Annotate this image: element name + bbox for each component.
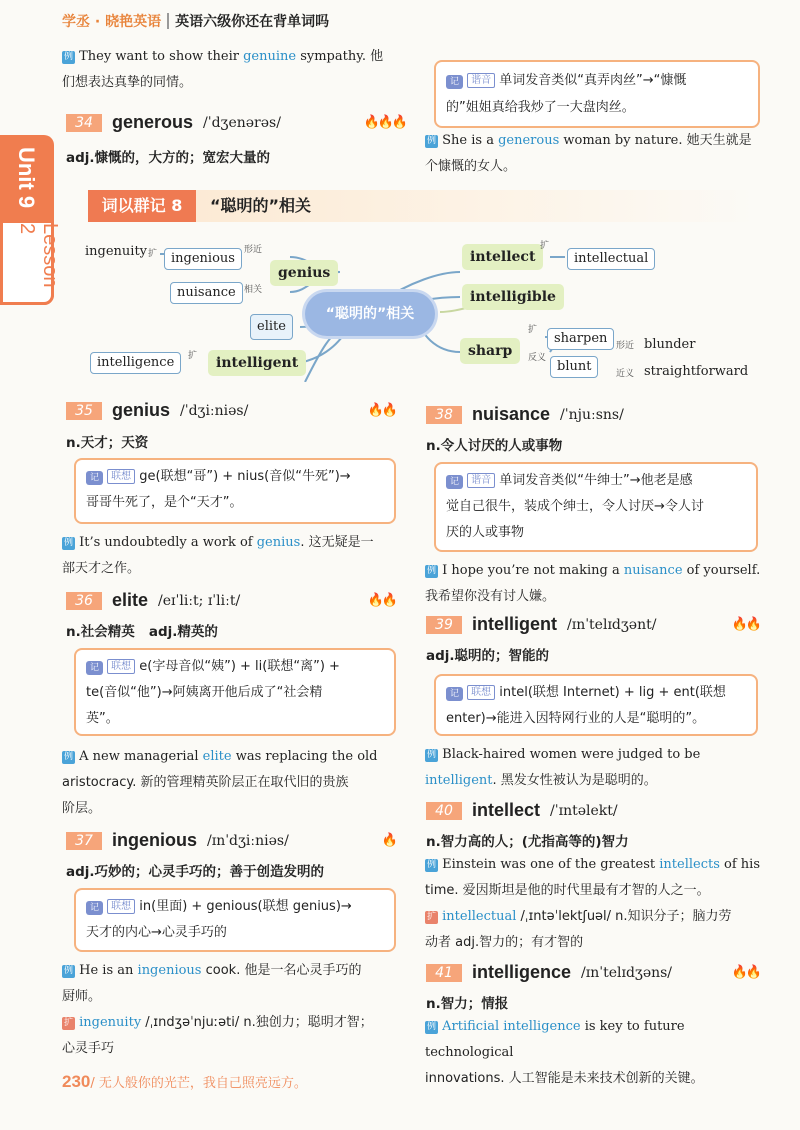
genius-example: 例 It’s undoubtedly a work of genius. 这无疑是一 部天才之作。 [62, 535, 374, 576]
entry-intellect-header: 40 intellect /ˈɪntəlekt/ [426, 800, 760, 821]
page-number: 230 [62, 1072, 91, 1091]
node-blunt: blunt [550, 356, 598, 378]
entry-ingenious-header: 37 ingenious /ɪnˈdʒiːniəs/ 🔥 [66, 830, 396, 851]
intellectual-derivative: 扩 intellectual /ˌɪntəˈlektʃuəl/ n.知识分子；脑力劳 动者 adj.智力的；有才智的 [425, 909, 732, 950]
headword: intelligent [472, 614, 557, 634]
ingenious-memory-box: 记 联想 in(里面) + genious(联想 genius)→ 天才的内心→心灵手巧的 [74, 888, 396, 952]
entry-number: 34 [66, 114, 102, 132]
headword: generous [112, 112, 194, 132]
node-genius: genius [270, 260, 338, 286]
node-intelligence: intelligence [90, 352, 181, 374]
frequency-icon: 🔥🔥 [731, 617, 760, 632]
frequency-icon: 🔥🔥 [731, 965, 760, 980]
entry-elite-header: 36 elite /eɪˈliːt; ɪˈliːt/ 🔥🔥 [66, 590, 396, 611]
group-label: 词以群记 8 [88, 190, 196, 222]
lesson-box [0, 220, 61, 305]
intelligent-memory-box: 记 联想 intel(联想 Internet) + lig + ent(联想 enter)→能进入因特网行业的人是“聪明的”。 [434, 674, 758, 736]
headword: elite [112, 590, 149, 610]
ingenuity-derivative: 扩 ingenuity /ˌɪndʒəˈnjuːəti/ n.独创力；聪明才智； 心灵手巧 [62, 1015, 373, 1056]
phonetic: /ˈdʒenərəs/ [203, 114, 281, 131]
word-group-banner [88, 190, 758, 222]
ingenious-example: 例 He is an ingenious cook. 他是一名心灵手巧的 厨师。 [62, 963, 362, 1004]
headword: intelligence [472, 962, 572, 982]
headword: genius [112, 400, 171, 420]
lesson-label: Lesson 2 [16, 223, 61, 288]
page-footer: 230/ 无人般你的光芒，我自己照亮远方。 [62, 1072, 307, 1091]
frequency-icon: 🔥🔥🔥 [363, 115, 406, 130]
unit-label: Unit 9 [14, 147, 39, 209]
entry-genius-header: 35 genius /ˈdʒiːniəs/ 🔥🔥 [66, 400, 396, 421]
intelligence-example: 例 Artificial intelligence is key to future technological innovations. 人工智能是未来技术创新的关键。 [425, 1019, 704, 1086]
frequency-icon: 🔥🔥 [367, 403, 396, 418]
group-title: “聪明的”相关 [210, 196, 312, 215]
running-header [62, 8, 329, 34]
nuisance-memory-box: 记 谐音 单词发音类似“牛绅士”→他老是感 觉自己很牛，装成个绅士，令人讨厌→令人讨 厌的人或事物 [434, 462, 758, 552]
entry-nuisance-header: 38 nuisance /ˈnjuːsns/ [426, 404, 760, 425]
example-icon: 例 [63, 52, 73, 62]
genuine-example: 例 They want to show their genuine sympathy. 他 们想表达真挚的同情。 [62, 49, 384, 90]
entry-generous-header [66, 112, 406, 133]
node-intellect: intellect [462, 244, 543, 270]
frequency-icon: 🔥🔥 [367, 593, 396, 608]
header-divider [167, 13, 169, 29]
node-intelligible: intelligible [462, 284, 564, 310]
book-title: 英语六级你还在背单词吗 [175, 14, 330, 30]
headword: intellect [472, 800, 541, 820]
elite-example: 例 A new managerial elite was replacing the old aristocracy. 新的管理精英阶层正在取代旧的贵族 阶层。 [62, 749, 378, 816]
unit-side-tab [0, 135, 61, 305]
genius-memory-box: 记 联想 ge(联想“哥”) + nius(音似“牛死”)→ 哥哥牛死了，是个“天才”。 [74, 458, 396, 524]
memory-icon: 记 [446, 75, 463, 89]
node-intelligent: intelligent [208, 350, 306, 376]
entry-intelligent-header: 39 intelligent /ɪnˈtelɪdʒənt/ 🔥🔥 [426, 614, 760, 635]
node-blunder: blunder [644, 337, 696, 352]
example-icon: 例 [426, 136, 436, 146]
elite-memory-box: 记 联想 e(字母音似“姨”) + li(联想“离”) + te(音似“他”)→阿姨离开他后成了“社会精 英”。 [74, 648, 396, 736]
node-ingenuity: ingenuity [85, 244, 148, 259]
generous-memory-box: 记 谐音 单词发音类似“真弄肉丝”→“慷慨 的”姐姐真给我炒了一大盘肉丝。 [434, 60, 760, 128]
frequency-icon: 🔥 [381, 833, 396, 848]
node-ingenious: ingenious [164, 248, 242, 270]
generous-example: 例 She is a generous woman by nature. 她天生就是 个慷慨的女人。 [425, 133, 752, 174]
elite-definition: n.社会精英 adj.精英的 [66, 624, 218, 640]
node-sharpen: sharpen [547, 328, 614, 350]
node-sharp: sharp [460, 338, 520, 364]
node-straightforward: straightforward [644, 364, 749, 379]
headword: ingenious [112, 830, 197, 850]
footer-slogan: 无人般你的光芒，我自己照亮远方。 [98, 1076, 307, 1091]
mindmap: ingenuity 扩 ingenious 形近 genius 相关 nuisance elite “聪明的”相关 intelligence 扩 intelligent intellect 扩 intellectual intelligible sharp 扩 反义 sharpen 形近 blunder blunt 近义 straightforward [80, 232, 760, 382]
headword: nuisance [472, 404, 551, 424]
node-elite: elite [250, 314, 293, 340]
generous-definition: adj.慷慨的，大方的；宽宏大量的 [66, 150, 271, 166]
node-intellectual: intellectual [567, 248, 655, 270]
mindmap-center: “聪明的”相关 [305, 292, 435, 336]
node-nuisance: nuisance [170, 282, 243, 304]
brand-name: 学丞 · 晓艳英语 [62, 14, 162, 30]
intelligent-example: 例 Black-haired women were judged to be intelligent. 黑发女性被认为是聪明的。 [425, 747, 701, 788]
nuisance-example: 例 I hope you’re not making a nuisance of yourself. 我希望你没有讨人嫌。 [425, 563, 761, 604]
intellect-example: 例 Einstein was one of the greatest intellects of his time. 爱因斯坦是他的时代里最有才智的人之一。 [425, 857, 760, 898]
entry-intelligence-header: 41 intelligence /ɪnˈtelɪdʒəns/ 🔥🔥 [426, 962, 760, 983]
